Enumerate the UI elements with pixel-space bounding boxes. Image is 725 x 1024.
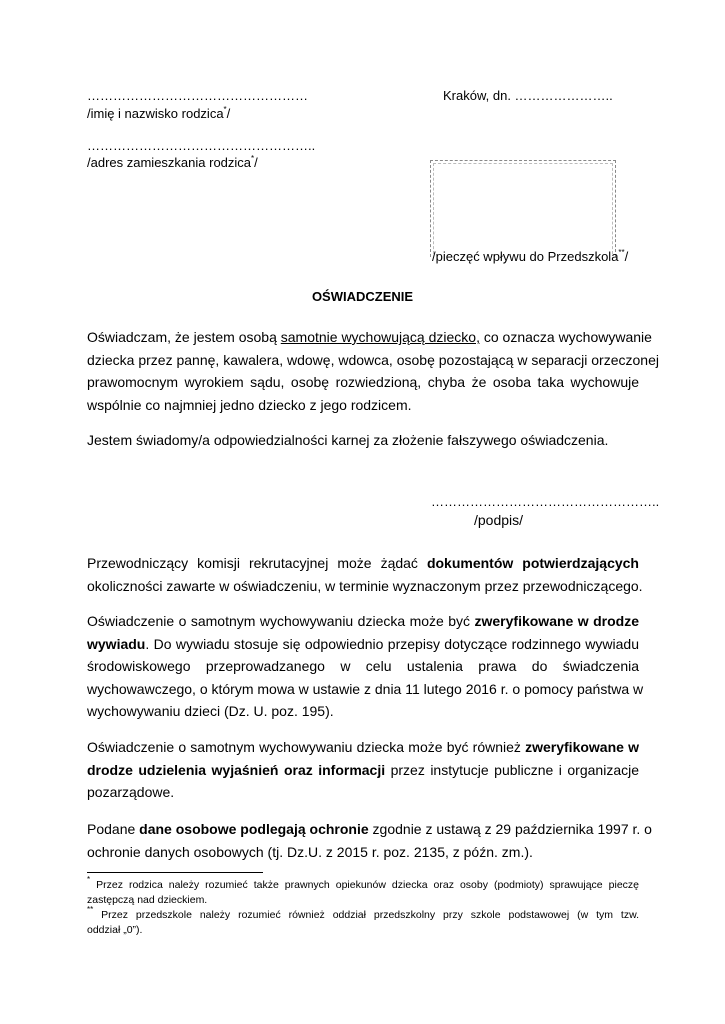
verification-paragraph: Oświadczenie o samotnym wychowywaniu dziecka może być również zweryfikowane w drodze udzielenia wyjaśnień oraz informacji przez instytucje publiczne i organizacje pozarządowe. <box>87 739 639 800</box>
parent-name-label: /imię i nazwisko rodzica*/ <box>87 105 231 121</box>
signature-dots: …………………………………………….. <box>431 494 660 509</box>
documents-paragraph: Przewodniczący komisji rekrutacyjnej może żądać dokumentów potwierdzających okoliczności zawarte w oświadczeniu, w terminie wyznaczonym przez przewodniczącego. <box>87 555 643 594</box>
signature-label: /podpis/ <box>474 512 524 528</box>
statement-paragraph: Oświadczam, że jestem osobą samotnie wychowującą dziecko, co oznacza wychowywanie dziecka przez pannę, kawalera, wdowę, wdowca, osobę pozostającą w separacji orzeczonej prawomocnym wyrokiem sądu, osobę rozwiedzioną, chyba że osoba taka wychowuje wspólnie co najmniej jedno dziecko z jego rodzicem. <box>87 329 659 413</box>
data-protection-paragraph: Podane dane osobowe podlegają ochronie zgodnie z ustawą z 29 października 1997 r. o ochronie danych osobowych (tj. Dz.U. z 2015 r. poz. 2135, z późn. zm.). <box>87 821 652 860</box>
liability-paragraph: Jestem świadomy/a odpowiedzialności karnej za złożenie fałszywego oświadczenia. <box>87 432 609 448</box>
parent-address-label: /adres zamieszkania rodzica*/ <box>87 154 258 170</box>
stamp-box <box>430 160 616 257</box>
footnote-divider <box>87 872 263 873</box>
place-date: Kraków, dn. ………………….. <box>443 88 613 103</box>
stamp-label: /pieczęć wpływu do Przedszkola**/ <box>432 248 629 264</box>
parent-address-dots: …………………………………………….. <box>87 138 316 153</box>
parent-name-dots: …………………………………………… <box>87 88 308 103</box>
footnote-1: * Przez rodzica należy rozumieć także prawnych opiekunów dziecka oraz osoby (podmioty) sprawujące pieczę zastępczą nad dzieckiem. <box>87 875 639 906</box>
footnote-2: ** Przez przedszkole należy rozumieć również oddział przedszkolny przy szkole podstawowej (w tym tzw. oddział „0”). <box>87 905 639 936</box>
document-title: OŚWIADCZENIE <box>311 289 414 304</box>
interview-paragraph: Oświadczenie o samotnym wychowywaniu dziecka może być zweryfikowane w drodze wywiadu. Do wywiadu stosuje się odpowiednio przepisy dotyczące rodzinnego wywiadu środowiskowego przeprowadzanego w celu ustalenia prawa do świadczenia wychowawczego, o którym mowa w ustawie z dnia 11 lutego 2016 r. o pomocy państwa w wychowywaniu dzieci (Dz. U. poz. 195). <box>87 613 644 719</box>
